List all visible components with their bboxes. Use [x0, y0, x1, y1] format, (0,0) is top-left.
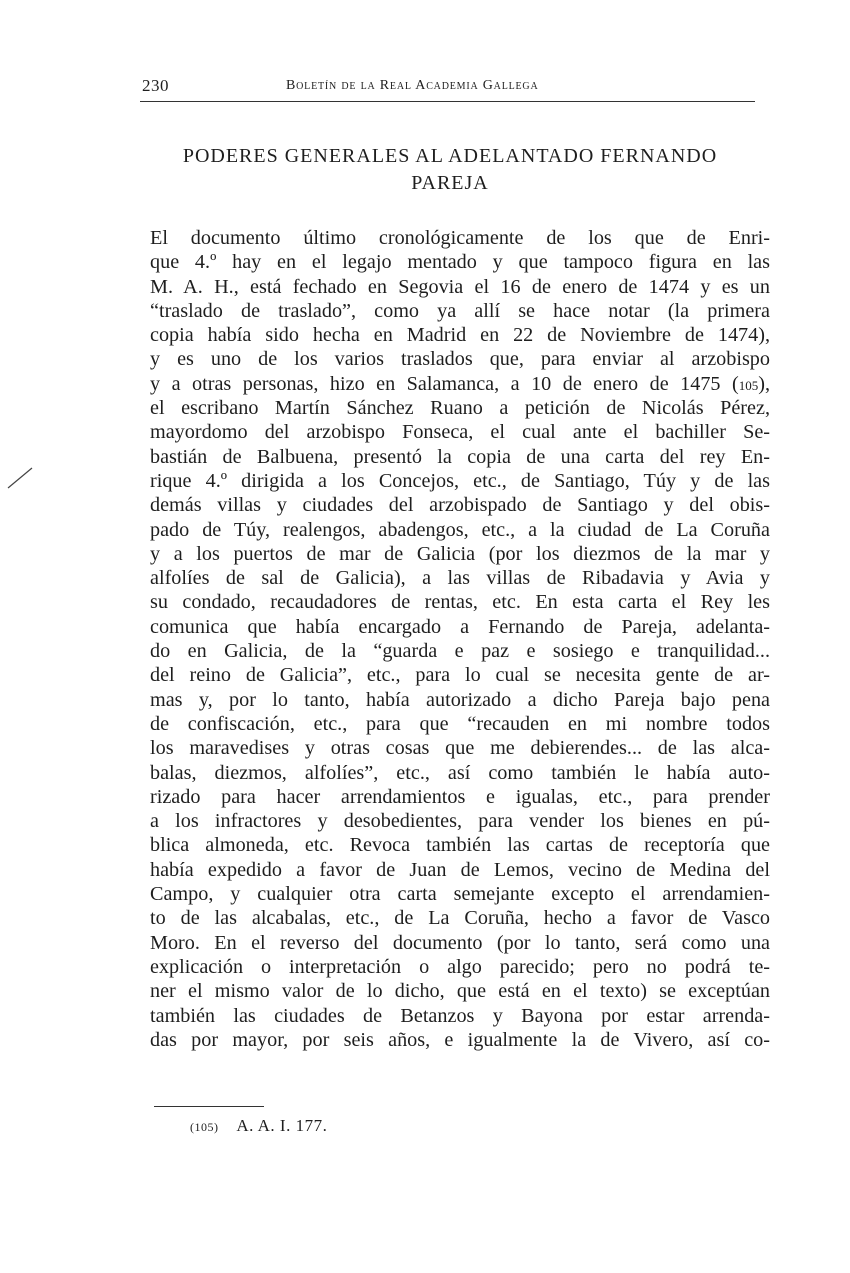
body-line: su condado, recaudadores de rentas, etc. En esta carta el Rey les: [150, 591, 770, 614]
running-head: Boletín de la Real Academia Gallega: [286, 78, 539, 93]
body-line: pado de Túy, realengos, abadengos, etc., a la ciudad de La Coruña: [150, 518, 770, 541]
article-title: [140, 143, 760, 197]
pencil-mark-icon: [6, 462, 36, 492]
body-line: ner el mismo valor de lo dicho, que está en el texto) se exceptúan: [150, 980, 770, 1003]
body-line: alfolíes de sal de Galicia), a las villas de Ribadavia y Avia y: [150, 567, 770, 590]
body-line-text: y a otras personas, hizo en Salamanca, a 10 de enero de 1475 (: [150, 372, 739, 395]
body-line: los maravedises y otras cosas que me debierendes... de las alca-: [150, 737, 770, 760]
body-line: que 4.º hay en el legajo mentado y que tampoco figura en las: [150, 251, 770, 274]
body-line: “traslado de traslado”, como ya allí se hace notar (la primera: [150, 299, 770, 322]
body-line: copia había sido hecha en Madrid en 22 de Noviembre de 1474),: [150, 324, 770, 347]
footnote-ref: 105: [738, 377, 759, 393]
body-line: comunica que había encargado a Fernando de Pareja, adelanta-: [150, 615, 770, 638]
body-line: El documento último cronológicamente de los que de Enri-: [150, 227, 770, 249]
body-line: rique 4.º dirigida a los Concejos, etc., de Santiago, Túy y de las: [150, 469, 770, 492]
body-line: Moro. En el reverso del documento (por lo tanto, será como una: [150, 931, 770, 954]
footnote-rule: [154, 1106, 264, 1107]
body-line: de confiscación, etc., para que “recauden en mi nombre todos: [150, 712, 770, 735]
body-paragraph: [150, 226, 770, 1052]
body-line: das por mayor, por seis años, e igualmente la de Vivero, así co-: [150, 1028, 770, 1051]
body-line: el escribano Martín Sánchez Ruano a petición de Nicolás Pérez,: [150, 397, 770, 420]
footnote: [190, 1116, 327, 1136]
title-line-2: PAREJA: [411, 172, 489, 194]
body-line: y es uno de los varios traslados que, para enviar al arzobispo: [150, 348, 770, 371]
body-line: mayordomo del arzobispo Fonseca, el cual ante el bachiller Se-: [150, 421, 770, 444]
body-line: y a los puertos de mar de Galicia (por los diezmos de la mar y: [150, 542, 770, 565]
body-line: balas, diezmos, alfolíes”, etc., así como también le había auto-: [150, 761, 770, 784]
page-number: 230: [142, 76, 169, 95]
body-line: rizado para hacer arrendamientos e igualas, etc., para prender: [150, 785, 770, 808]
body-line: bastián de Balbuena, presentó la copia de una carta del rey En-: [150, 445, 770, 468]
body-line-with-ref: y a otras personas, hizo en Salamanca, a 10 de enero de 1475 (105),: [150, 372, 770, 395]
footnote-text: A. A. I. 177.: [236, 1116, 328, 1135]
footnote-number: (105): [190, 1120, 219, 1134]
body-line: Campo, y cualquier otra carta semejante excepto el arrendamien-: [150, 883, 770, 906]
footnote-ref-close: ): [758, 372, 765, 395]
body-line: del reino de Galicia”, etc., para lo cual se necesita gente de ar-: [150, 664, 770, 687]
header-rule: [140, 101, 755, 102]
body-line: to de las alcabalas, etc., de La Coruña, hecho a favor de Vasco: [150, 907, 770, 930]
page-header: [140, 74, 755, 98]
body-line: también las ciudades de Betanzos y Bayona por estar arrenda-: [150, 1004, 770, 1027]
body-line: mas y, por lo tanto, había autorizado a dicho Pareja bajo pena: [150, 688, 770, 711]
body-line: había expedido a favor de Juan de Lemos, vecino de Medina del: [150, 858, 770, 881]
body-line: M. A. H., está fechado en Segovia el 16 de enero de 1474 y es un: [150, 275, 770, 298]
body-line: do en Galicia, de la “guarda e paz e sosiego e tranquilidad...: [150, 640, 770, 663]
body-line: explicación o interpretación o algo parecido; pero no podrá te-: [150, 955, 770, 978]
body-line: a los infractores y desobedientes, para vender los bienes en pú-: [150, 810, 770, 833]
body-line: blica almoneda, etc. Revoca también las cartas de receptoría que: [150, 834, 770, 857]
body-line: demás villas y ciudades del arzobispado de Santiago y del obis-: [150, 494, 770, 517]
title-line-1: PODERES GENERALES AL ADELANTADO FERNANDO: [182, 145, 718, 167]
